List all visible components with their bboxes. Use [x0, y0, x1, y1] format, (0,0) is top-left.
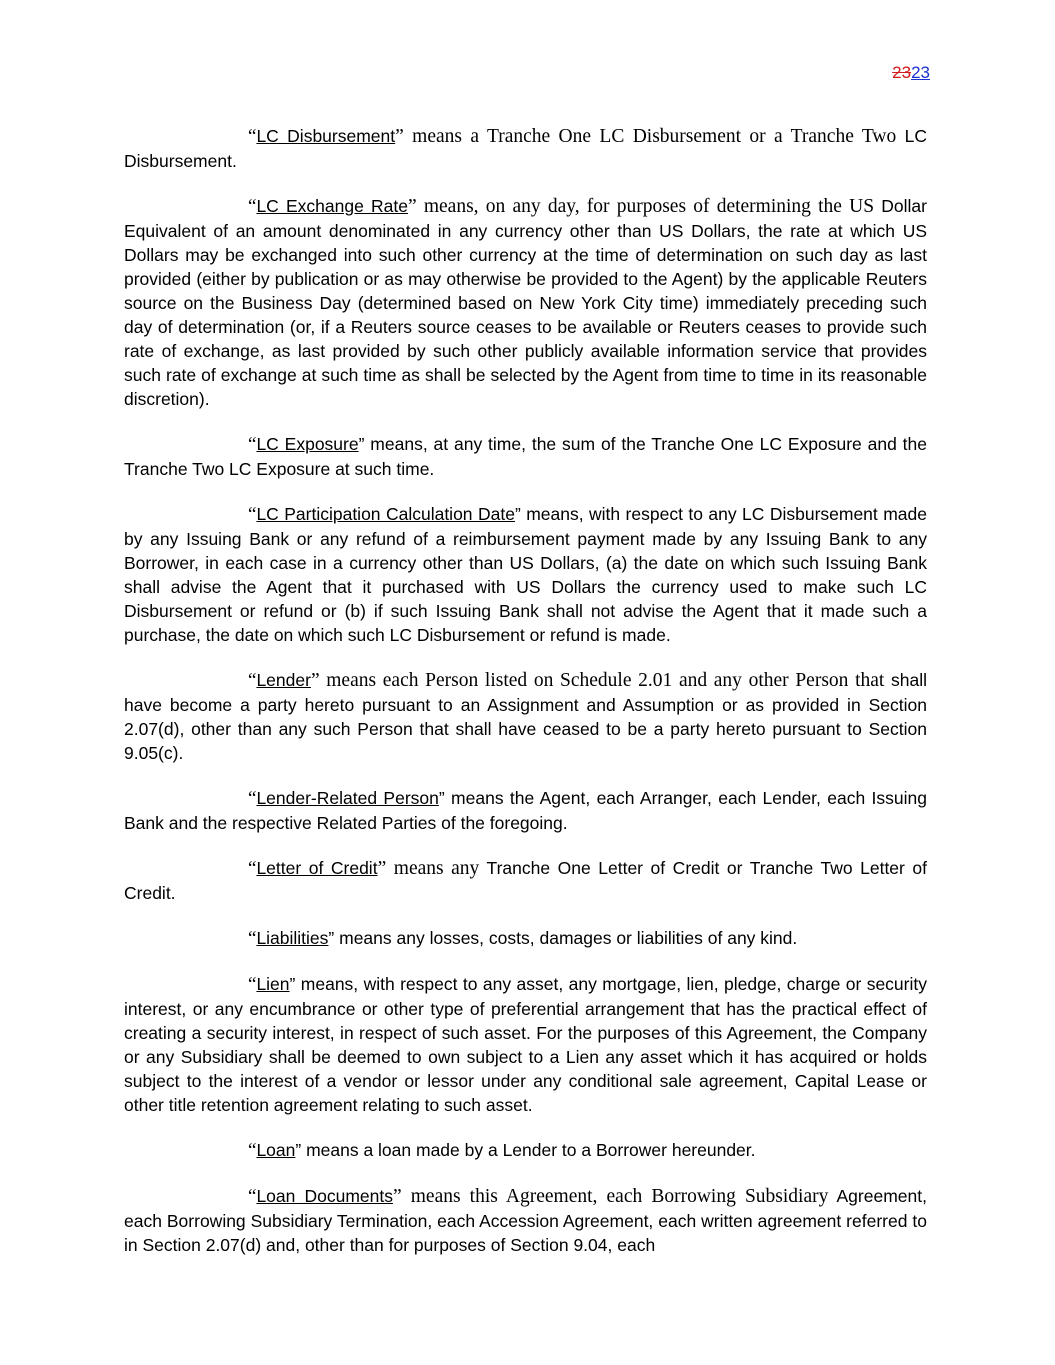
defined-term: Loan	[256, 1140, 296, 1160]
definition-lead: ” means, on any day, for purposes of determining the US	[408, 196, 875, 217]
definition-lead: ” means each Person listed on Schedule 2.01 and any other Person that	[310, 670, 885, 691]
definition-lender: “Lender” means each Person listed on Schedule 2.01 and any other Person that shall have become a party hereto pursuant to an Assignment and Assumption or as provided in Section 2.07(d), other than any such Person that shall have ceased to be a party hereto pursuant to Section 9.05(c).	[124, 670, 927, 763]
definition-lead: ” means any	[377, 858, 480, 879]
definition-text: LC Disbursement.	[124, 126, 927, 171]
defined-term: Letter of Credit	[256, 858, 378, 878]
definition-lien: “Lien” means, with respect to any asset, any mortgage, lien, pledge, charge or security interest, or any encumbrance or other type of preferential arrangement that has the practical effect of creating a security interest, in respect of such asset. For the purposes of this Agreement, the Company or any Subsidiary shall be deemed to own subject to a Lien any asset which it has acquired or holds subject to the interest of a vendor or lessor under any conditional sale agreement, Capital Lease or other title retention agreement relating to such asset.	[124, 974, 927, 1115]
defined-term: Lender-Related Person	[256, 788, 439, 808]
page-number	[892, 63, 930, 83]
definition-text: ” means, with respect to any asset, any mortgage, lien, pledge, charge or security interest, or any encumbrance or other type of preferential arrangement that has the practical effect of creating a security interest, in respect of such asset. For the purposes of this Agreement, the Company or any Subsidiary shall be deemed to own subject to a Lien any asset which it has acquired or holds subject to the interest of a vendor or lessor under any conditional sale agreement, Capital Lease or other title retention agreement relating to such asset.	[124, 974, 927, 1115]
defined-term: Lien	[256, 974, 290, 994]
definition-text: ” means the Agent, each Arranger, each Lender, each Issuing Bank and the respective Related Parties of the foregoing.	[124, 788, 927, 833]
definition-lc-exposure: “LC Exposure” means, at any time, the sum of the Tranche One LC Exposure and the Tranche Two LC Exposure at such time.	[124, 434, 927, 479]
definition-lead: ” means a Tranche One LC Disbursement or a Tranche Two	[395, 126, 897, 147]
definition-lc-participation-calculation-date: “LC Participation Calculation Date” means, with respect to any LC Disbursement made by any Issuing Bank or any refund of a reimbursement payment made by any Issuing Bank to any Borrower, in each case in a currency other than US Dollars, (a) the date on which such Issuing Bank shall advise the Agent that it purchased with US Dollars the currency used to make such LC Disbursement or refund or (b) if such Issuing Bank shall not advise the Agent that it made such a purchase, the date on which such LC Disbursement or refund is made.	[124, 504, 927, 645]
definition-liabilities: “Liabilities” means any losses, costs, damages or liabilities of any kind.	[248, 928, 798, 949]
definition-text: Agreement, each Borrowing Subsidiary Termination, each Accession Agreement, each written agreement referred to in Section 2.07(d) and, other than for purposes of Section 9.04, each	[124, 1186, 927, 1255]
definition-lc-disbursement: “LC Disbursement” means a Tranche One LC Disbursement or a Tranche Two LC Disbursement.	[124, 126, 927, 171]
defined-term: Liabilities	[256, 928, 329, 948]
page-number-inserted: 23	[911, 63, 930, 82]
definition-text: Tranche One Letter of Credit or Tranche Two Letter of Credit.	[124, 858, 928, 903]
defined-term: LC Exchange Rate	[256, 196, 408, 216]
definition-text: ” means a loan made by a Lender to a Borrower hereunder.	[295, 1140, 756, 1160]
defined-term: Loan Documents	[256, 1186, 393, 1206]
definition-letter-of-credit: “Letter of Credit” means any Tranche One Letter of Credit or Tranche Two Letter of Credit.	[124, 858, 928, 903]
definition-text: Dollar Equivalent of an amount denominated in any currency other than US Dollars, the rate at which US Dollars may be exchanged into such other currency at the time of determination on such day as last provided (either by publication or as may otherwise be provided to the Agent) by the applicable Reuters source on the Business Day (determined based on New York City time) immediately preceding such day of determination (or, if a Reuters source ceases to be available or Reuters ceases to provide such rate of exchange, as last provided by such other publicly available information service that provides such rate of exchange at such time as shall be selected by the Agent from time to time in its reasonable discretion).	[124, 196, 927, 409]
defined-term: Lender	[256, 670, 311, 690]
definition-text: shall have become a party hereto pursuant to an Assignment and Assumption or as provided in Section 2.07(d), other than any such Person that shall have ceased to be a party hereto pursuant to Section 9.05(c).	[124, 670, 927, 763]
definition-text: ” means, with respect to any LC Disbursement made by any Issuing Bank or any refund of a reimbursement payment made by any Issuing Bank to any Borrower, in each case in a currency other than US Dollars, (a) the date on which such Issuing Bank shall advise the Agent that it purchased with US Dollars the currency used to make such LC Disbursement or refund or (b) if such Issuing Bank shall not advise the Agent that it made such a purchase, the date on which such LC Disbursement or refund is made.	[124, 504, 927, 645]
definition-text: ” means any losses, costs, damages or liabilities of any kind.	[328, 928, 798, 948]
page-number-deleted: 23	[892, 63, 912, 82]
defined-term: LC Disbursement	[256, 126, 396, 146]
definition-loan-documents: “Loan Documents” means this Agreement, each Borrowing Subsidiary Agreement, each Borrowing Subsidiary Termination, each Accession Agreement, each written agreement referred to in Section 2.07(d) and, other than for purposes of Section 9.04, each	[124, 1186, 927, 1255]
definition-loan: “Loan” means a loan made by a Lender to a Borrower hereunder.	[248, 1140, 756, 1161]
definitions-body	[124, 124, 927, 1257]
definition-lead: ” means this Agreement, each Borrowing Subsidiary	[392, 1186, 829, 1207]
defined-term: LC Exposure	[256, 434, 359, 454]
definition-lc-exchange-rate: “LC Exchange Rate” means, on any day, for purposes of determining the US Dollar Equivalent of an amount denominated in any currency other than US Dollars, the rate at which US Dollars may be exchanged into such other currency at the time of determination on such day as last provided (either by publication or as may otherwise be provided to the Agent) by the applicable Reuters source on the Business Day (determined based on New York City time) immediately preceding such day of determination (or, if a Reuters source ceases to be available or Reuters ceases to provide such rate of exchange, as last provided by such other publicly available information service that provides such rate of exchange at such time as shall be selected by the Agent from time to time in its reasonable discretion).	[124, 196, 927, 409]
definition-lender-related-person: “Lender-Related Person” means the Agent, each Arranger, each Lender, each Issuing Bank and the respective Related Parties of the foregoing.	[124, 788, 927, 833]
defined-term: LC Participation Calculation Date	[256, 504, 515, 524]
definition-text: ” means, at any time, the sum of the Tranche One LC Exposure and the Tranche Two LC Exposure at such time.	[124, 434, 927, 479]
